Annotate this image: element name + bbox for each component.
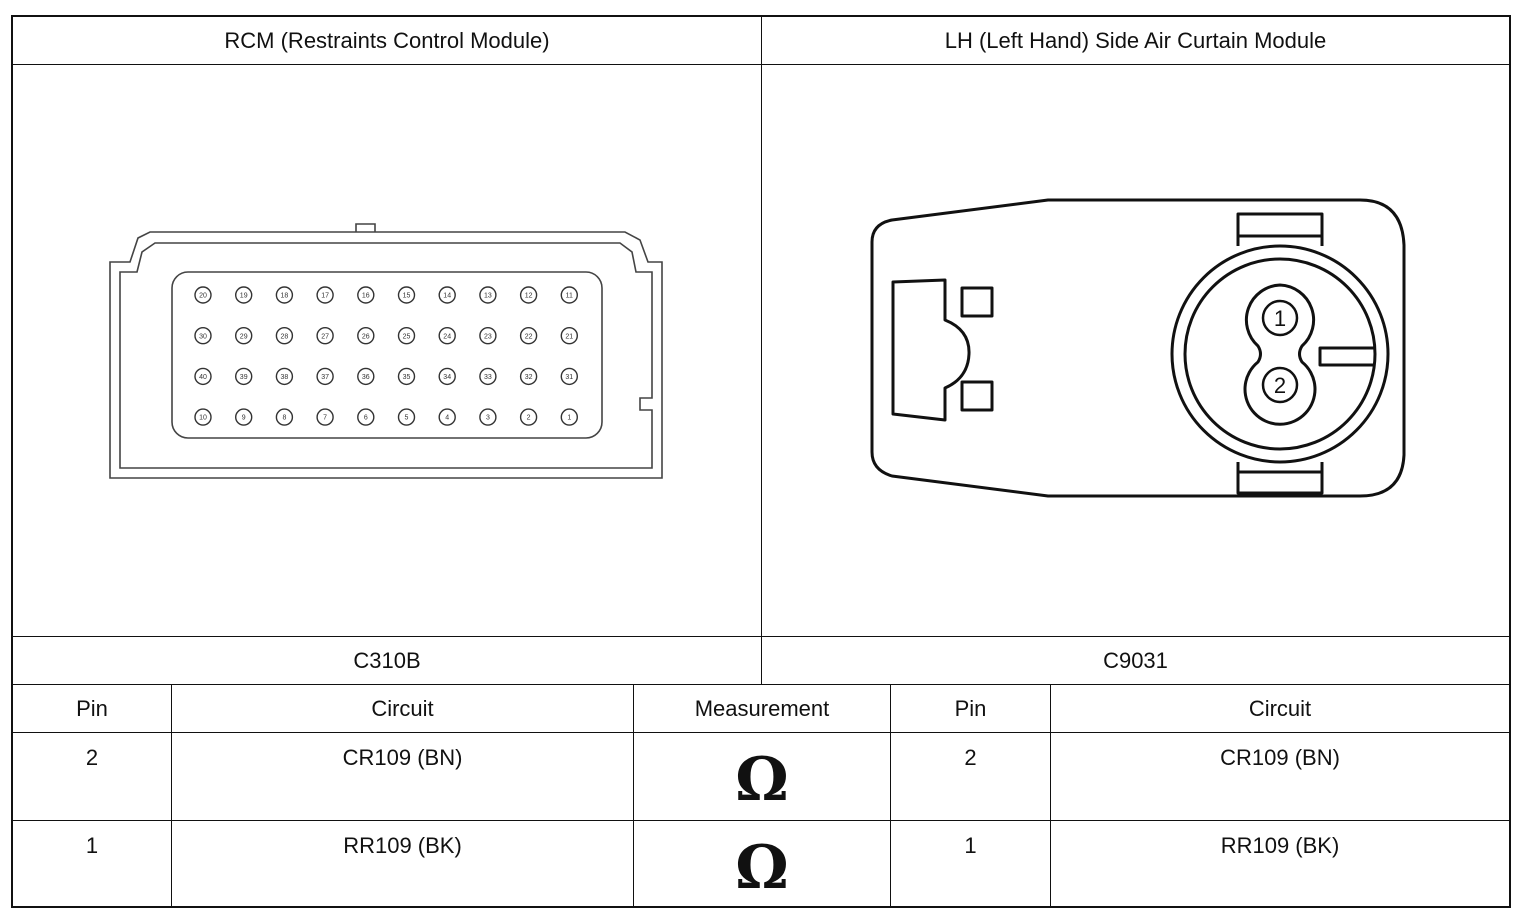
rcm-pin-label: 5 (404, 414, 409, 422)
rcm-pin-label: 7 (323, 414, 328, 422)
rcm-pin-label: 11 (565, 292, 573, 300)
rcm-pin-label: 2 (526, 414, 531, 422)
row2-pin-left: 1 (85, 833, 99, 858)
rcm-pin-label: 18 (280, 292, 289, 300)
rcm-pin-label: 40 (199, 374, 207, 381)
row1-circuit-left: CR109 (BN) (342, 745, 463, 770)
row2-circuit-left: RR109 (BK) (343, 833, 462, 858)
row1-ohm-symbol: Ω (735, 744, 789, 815)
rcm-pin-label: 24 (443, 333, 452, 341)
rcm-pin-label: 8 (282, 414, 287, 422)
row2-circuit-right: RR109 (BK) (1220, 833, 1340, 858)
rcm-pin-label: 29 (239, 333, 248, 341)
rcm-pin-label: 27 (321, 333, 329, 341)
rcm-pin-label: 31 (565, 374, 574, 381)
air-curtain-pin-2-label: 2 (1273, 373, 1287, 398)
rcm-pin-label: 14 (443, 292, 452, 300)
header-pin-left: Pin (76, 695, 108, 721)
row1-circuit-right: CR109 (BN) (1220, 745, 1340, 770)
header-circuit-left: Circuit (371, 695, 434, 721)
rcm-pin-label: 13 (484, 292, 492, 300)
row2-pin-right: 1 (964, 833, 977, 858)
rcm-pin-label: 36 (361, 374, 370, 381)
rcm-module-title: RCM (Restraints Control Module) (224, 27, 550, 53)
row1-pin-left: 2 (85, 745, 99, 770)
header-circuit-right: Circuit (1248, 695, 1312, 721)
rcm-pin-label: 26 (361, 333, 370, 341)
rcm-pin-label: 21 (565, 333, 574, 341)
rcm-pin-label: 1 (567, 414, 572, 422)
rcm-pin-label: 16 (361, 292, 370, 300)
rcm-pin-label: 22 (524, 333, 533, 341)
rcm-pin-label: 37 (321, 374, 329, 381)
rcm-pin-label: 20 (199, 292, 207, 300)
rcm-pin-label: 32 (524, 374, 533, 381)
air-curtain-module-title: LH (Left Hand) Side Air Curtain Module (944, 27, 1327, 53)
rcm-pin-label: 35 (402, 374, 411, 381)
rcm-pin-label: 38 (280, 374, 289, 381)
rcm-pin-label: 30 (199, 333, 207, 341)
rcm-pin-label: 19 (239, 292, 248, 300)
rcm-pin-label: 10 (199, 414, 207, 422)
rcm-pin-label: 4 (445, 414, 450, 422)
rcm-pin-label: 33 (484, 374, 492, 381)
air-curtain-connector-id: C9031 (1103, 647, 1168, 673)
rcm-pin-label: 12 (524, 292, 533, 300)
rcm-pin-label: 15 (402, 292, 411, 300)
header-pin-right: Pin (954, 695, 987, 721)
rcm-pin-label: 23 (484, 333, 492, 341)
air-curtain-pin-1-label: 1 (1273, 306, 1287, 331)
row2-ohm-symbol: Ω (735, 832, 789, 903)
rcm-pin-label: 25 (402, 333, 411, 341)
rcm-pin-label: 6 (363, 414, 368, 422)
rcm-pin-label: 17 (321, 292, 329, 300)
rcm-connector-id: C310B (353, 647, 421, 673)
rcm-pin-label: 34 (443, 374, 452, 381)
rcm-pin-label: 9 (241, 414, 246, 422)
rcm-pin-label: 3 (485, 414, 490, 422)
row1-pin-right: 2 (964, 745, 977, 770)
header-measurement: Measurement (694, 695, 830, 721)
rcm-pin-label: 39 (239, 374, 248, 381)
rcm-pin-label: 28 (280, 333, 289, 341)
